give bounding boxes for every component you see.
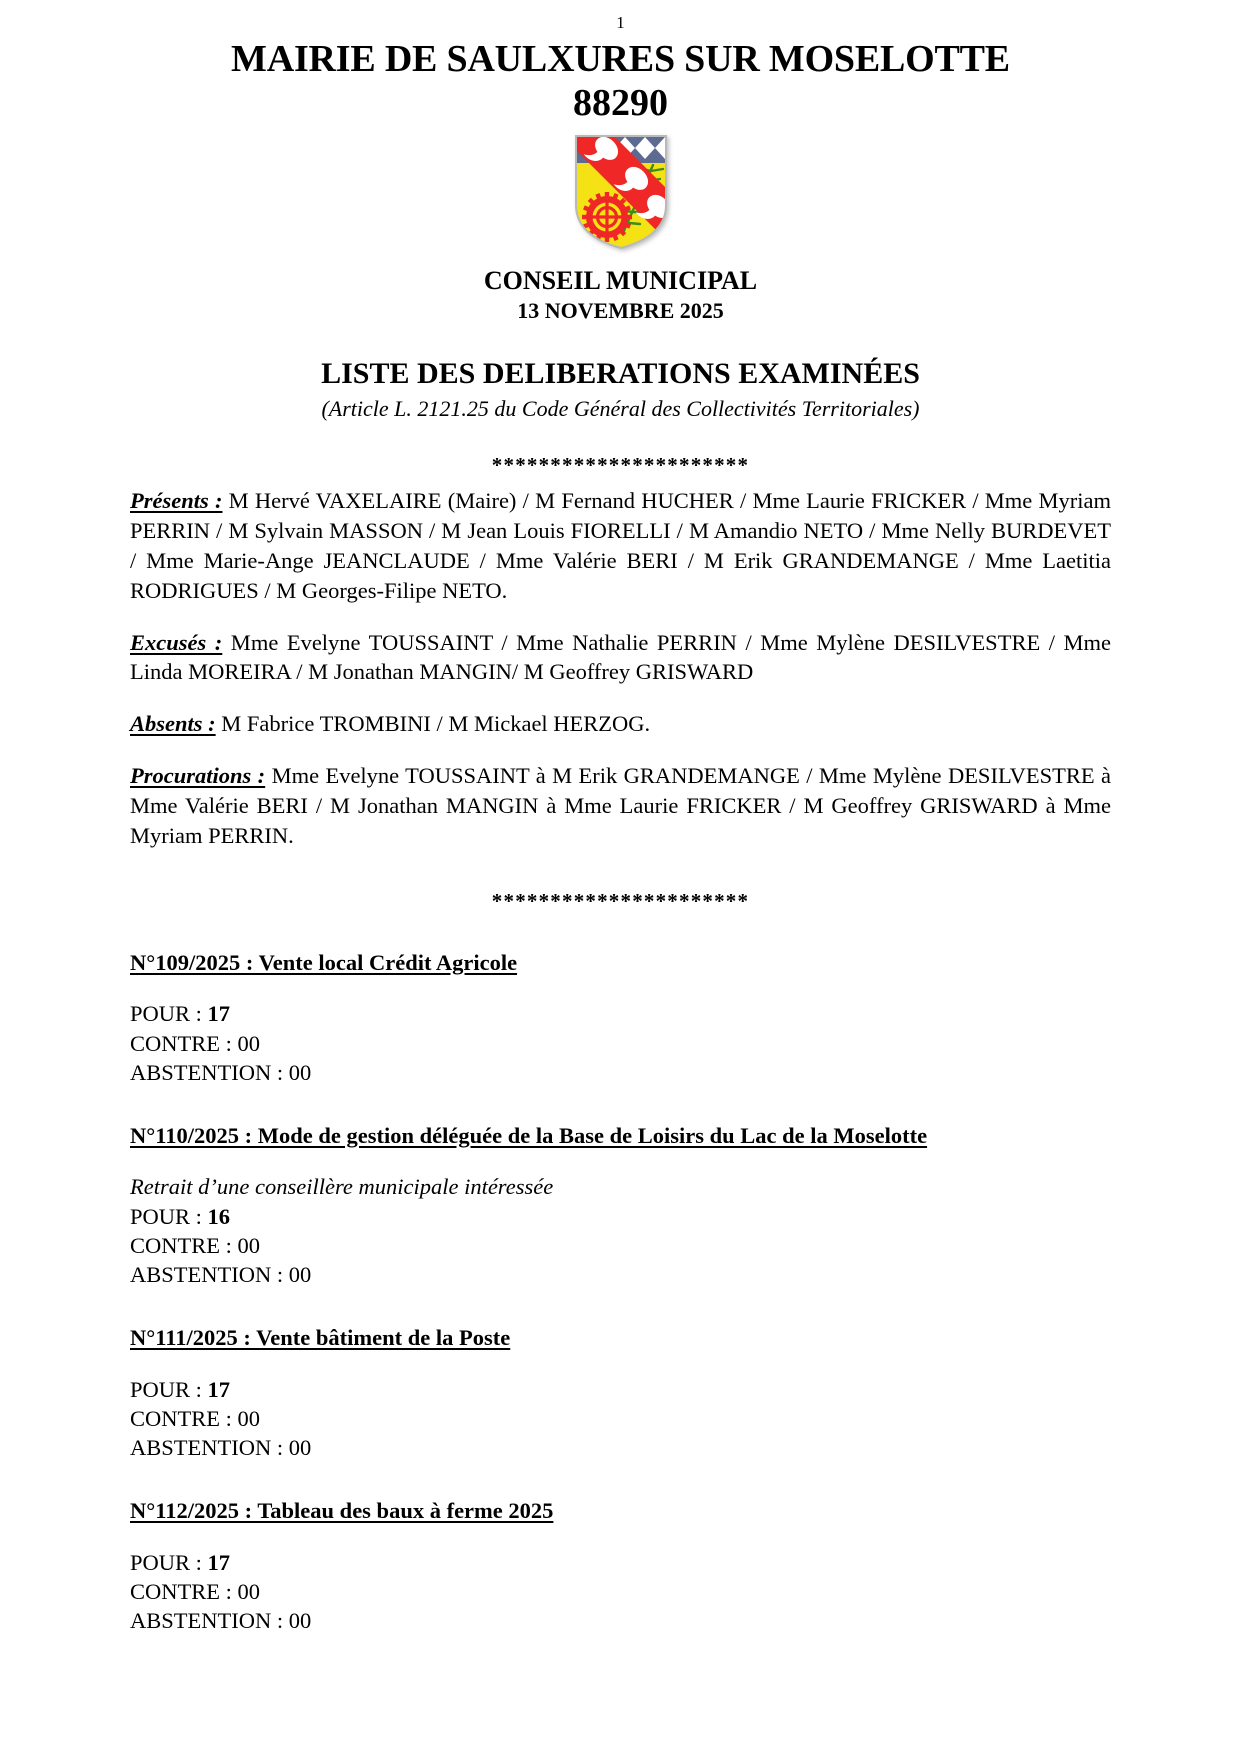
roster-block <box>130 709 1111 739</box>
crest-container <box>130 133 1111 251</box>
vote-pour-label-line <box>130 1548 1111 1577</box>
vote-pour-label-line <box>130 999 1111 1028</box>
roster-names: Mme Evelyne TOUSSAINT à M Erik GRANDEMANGE / Mme Mylène DESILVESTRE à Mme Valérie BERI / M Jonathan MANGIN à Mme Laurie FRICKER / M Geoffrey GRISWARD à Mme Myriam PERRIN. <box>130 763 1111 849</box>
vote-pour-label: POUR : <box>130 1001 208 1027</box>
vote-contre-label-line <box>130 1577 1111 1606</box>
vote-abstention-value: 00 <box>288 1435 312 1461</box>
vote-tally <box>130 1202 1111 1290</box>
vote-contre-label: CONTRE : <box>130 1232 238 1258</box>
deliberation-item <box>130 1496 1111 1635</box>
vote-pour-label-line <box>130 1202 1111 1231</box>
roster-label: Présents : <box>130 487 223 513</box>
vote-pour-value: 17 <box>207 1376 231 1402</box>
deliberation-title: N°109/2025 : Vente local Crédit Agricole <box>130 950 518 976</box>
vote-contre-label: CONTRE : <box>130 1405 238 1431</box>
roster-label: Excusés : <box>130 629 223 655</box>
roster-block <box>130 761 1111 851</box>
vote-pour-label: POUR : <box>130 1203 208 1229</box>
vote-abstention-label: ABSTENTION : <box>130 1059 289 1085</box>
vote-contre-label-line <box>130 1029 1111 1058</box>
vote-contre-value: 00 <box>237 1578 261 1604</box>
vote-pour-value: 17 <box>207 1001 231 1027</box>
vote-contre-label: CONTRE : <box>130 1578 238 1604</box>
roster-label: Absents : <box>130 711 216 737</box>
coat-of-arms-icon <box>573 133 669 251</box>
vote-tally <box>130 1548 1111 1636</box>
roster-block <box>130 486 1111 606</box>
vote-pour-value: 17 <box>207 1549 231 1575</box>
vote-abstention-label-line <box>130 1433 1111 1462</box>
vote-contre-label-line <box>130 1404 1111 1433</box>
roster-label: Procurations : <box>130 763 266 789</box>
attendance-roster <box>130 486 1111 851</box>
vote-abstention-label: ABSTENTION : <box>130 1435 289 1461</box>
vote-abstention-label: ABSTENTION : <box>130 1262 289 1288</box>
article-reference: (Article L. 2121.25 du Code Général des Collectivités Territoriales) <box>321 396 920 422</box>
vote-contre-label: CONTRE : <box>130 1030 238 1056</box>
council-date: 13 NOVEMBRE 2025 <box>517 298 724 324</box>
roster-block <box>130 628 1111 688</box>
page-title: MAIRIE DE SAULXURES SUR MOSELOTTE <box>231 37 1010 80</box>
roster-names: M Hervé VAXELAIRE (Maire) / M Fernand HUCHER / Mme Laurie FRICKER / Mme Myriam PERRIN / M Sylvain MASSON / M Jean Louis FIORELLI / M Amandio NETO / Mme Nelly BURDEVET / Mme Marie-Ange JEANCLAUDE / Mme Valérie BERI / M Erik GRANDEMANGE / Mme Laetitia RODRIGUES / M Georges-Filipe NETO. <box>130 487 1111 603</box>
vote-abstention-label-line <box>130 1260 1111 1289</box>
council-name: CONSEIL MUNICIPAL <box>483 265 758 295</box>
vote-contre-value: 00 <box>237 1232 261 1258</box>
deliberation-title: N°110/2025 : Mode de gestion déléguée de la Base de Loisirs du Lac de la Moselotte <box>130 1123 928 1149</box>
vote-abstention-value: 00 <box>288 1059 312 1085</box>
deliberations-list <box>130 948 1111 1635</box>
vote-abstention-value: 00 <box>288 1608 312 1634</box>
deliberation-title: N°112/2025 : Tableau des baux à ferme 2025 <box>130 1498 554 1524</box>
separator-bottom: ********************** <box>491 889 750 914</box>
separator-top: ********************** <box>491 452 750 477</box>
deliberation-item <box>130 1121 1111 1289</box>
postal-code: 88290 <box>573 81 668 124</box>
deliberation-note: Retrait d’une conseillère municipale intéressée <box>130 1174 554 1200</box>
vote-abstention-label: ABSTENTION : <box>130 1608 289 1634</box>
roster-names: M Fabrice TROMBINI / M Mickael HERZOG. <box>215 711 651 737</box>
page-number: 1 <box>616 13 625 32</box>
vote-contre-label-line <box>130 1231 1111 1260</box>
deliberation-item <box>130 948 1111 1087</box>
vote-pour-label-line <box>130 1375 1111 1404</box>
vote-tally <box>130 1375 1111 1463</box>
vote-contre-value: 00 <box>237 1030 261 1056</box>
deliberation-item <box>130 1323 1111 1462</box>
vote-pour-label: POUR : <box>130 1376 208 1402</box>
vote-pour-value: 16 <box>207 1203 231 1229</box>
roster-names: Mme Evelyne TOUSSAINT / Mme Nathalie PERRIN / Mme Mylène DESILVESTRE / Mme Linda MOREIRA / M Jonathan MANGIN/ M Geoffrey GRISWARD <box>130 629 1111 685</box>
vote-abstention-label-line <box>130 1058 1111 1087</box>
vote-contre-value: 00 <box>237 1405 261 1431</box>
vote-pour-label: POUR : <box>130 1549 208 1575</box>
list-heading: LISTE DES DELIBERATIONS EXAMINÉES <box>321 357 920 391</box>
deliberation-title: N°111/2025 : Vente bâtiment de la Poste <box>130 1325 511 1351</box>
vote-tally <box>130 999 1111 1087</box>
vote-abstention-label-line <box>130 1606 1111 1635</box>
vote-abstention-value: 00 <box>288 1262 312 1288</box>
